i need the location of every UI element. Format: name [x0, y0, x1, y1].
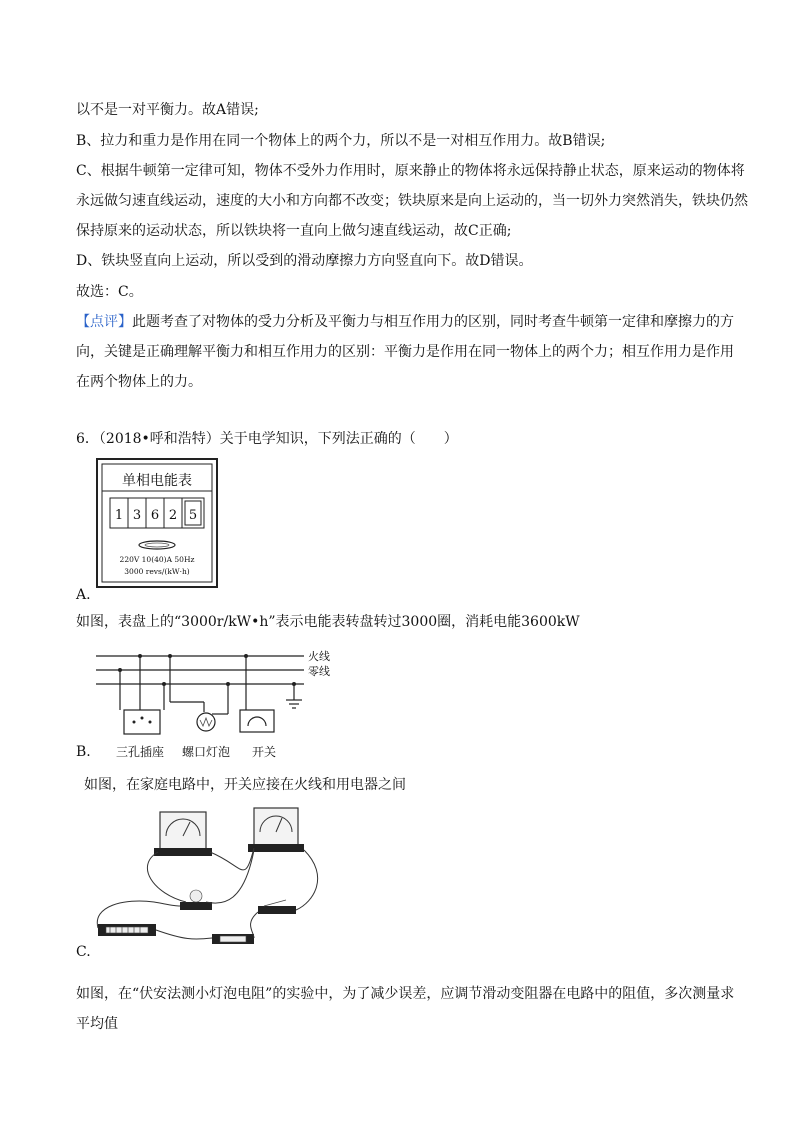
- option-a-text: 如图，表盘上的“3000r/kW•h”表示电能表转盘转过3000圈，消耗电能3600kW: [76, 614, 580, 630]
- meter-digit-1: 1: [114, 508, 124, 523]
- option-c-label: C.: [76, 944, 91, 960]
- option-c-text-1: 如图，在“伏安法测小灯泡电阻”的实验中，为了减少误差，应调节滑动变阻器在电路中的阻值，多次测量求: [76, 986, 735, 1002]
- review-text-1: 此题考查了对物体的受力分析及平衡力与相互作用力的区别，同时考查牛顿第一定律和摩擦力的方: [132, 314, 734, 330]
- answer-choice: 故选：C。: [76, 284, 143, 300]
- review-line-3: 在两个物体上的力。: [76, 374, 202, 390]
- bulb-label: 螺口灯泡: [182, 745, 231, 759]
- household-circuit-figure: [94, 642, 334, 762]
- review-line-2: 向，关键是正确理解平衡力和相互作用力的区别：平衡力是作用在同一物体上的两个力；相互作用力是作用: [76, 344, 734, 360]
- option-a-label: A.: [76, 587, 91, 603]
- review-line-1: [76, 312, 734, 332]
- answer-line-6: D、铁块竖直向上运动，所以受到的滑动摩擦力方向竖直向下。故D错误。: [76, 253, 533, 269]
- meter-title: 单相电能表: [122, 473, 192, 489]
- answer-line-4: 永远做匀速直线运动，速度的大小和方向都不改变；铁块原来是向上运动的，当一切外力突然消失，铁块仍然: [76, 193, 748, 209]
- meter-digit-2: 3: [132, 508, 142, 523]
- meter-digit-5: 5: [188, 508, 198, 523]
- live-wire-label: 火线: [308, 650, 330, 663]
- energy-meter-figure: [96, 458, 218, 588]
- option-c-text-2: 平均值: [76, 1016, 118, 1032]
- meter-digit-4: 2: [168, 508, 178, 523]
- switch-label: 开关: [252, 745, 277, 759]
- review-tag: 【点评】: [76, 314, 132, 330]
- meter-spec-1: 220V 10(40)A 50Hz: [119, 555, 195, 564]
- option-b-label: B.: [76, 744, 91, 760]
- answer-line-5: 保持原来的运动状态，所以铁块将一直向上做匀速直线运动，故C正确;: [76, 223, 512, 239]
- answer-line-2: B、拉力和重力是作用在同一个物体上的两个力，所以不是一对相互作用力。故B错误;: [76, 133, 606, 149]
- experiment-circuit-figure: [94, 806, 334, 956]
- neutral-wire-label: 零线: [308, 665, 330, 678]
- meter-digit-3: 6: [150, 508, 160, 523]
- socket-label: 三孔插座: [116, 745, 165, 759]
- answer-line-1: 以不是一对平衡力。故A错误;: [76, 102, 259, 118]
- meter-spec-2: 3000 revs/(kW·h): [124, 567, 190, 576]
- answer-line-3: C、根据牛顿第一定律可知，物体不受外力作用时，原来静止的物体将永远保持静止状态，原来运动的物体将: [76, 163, 745, 179]
- question-stem: 6．（2018•呼和浩特）关于电学知识，下列法正确的（ ）: [76, 431, 458, 447]
- option-b-text: 如图，在家庭电路中，开关应接在火线和用电器之间: [84, 777, 406, 793]
